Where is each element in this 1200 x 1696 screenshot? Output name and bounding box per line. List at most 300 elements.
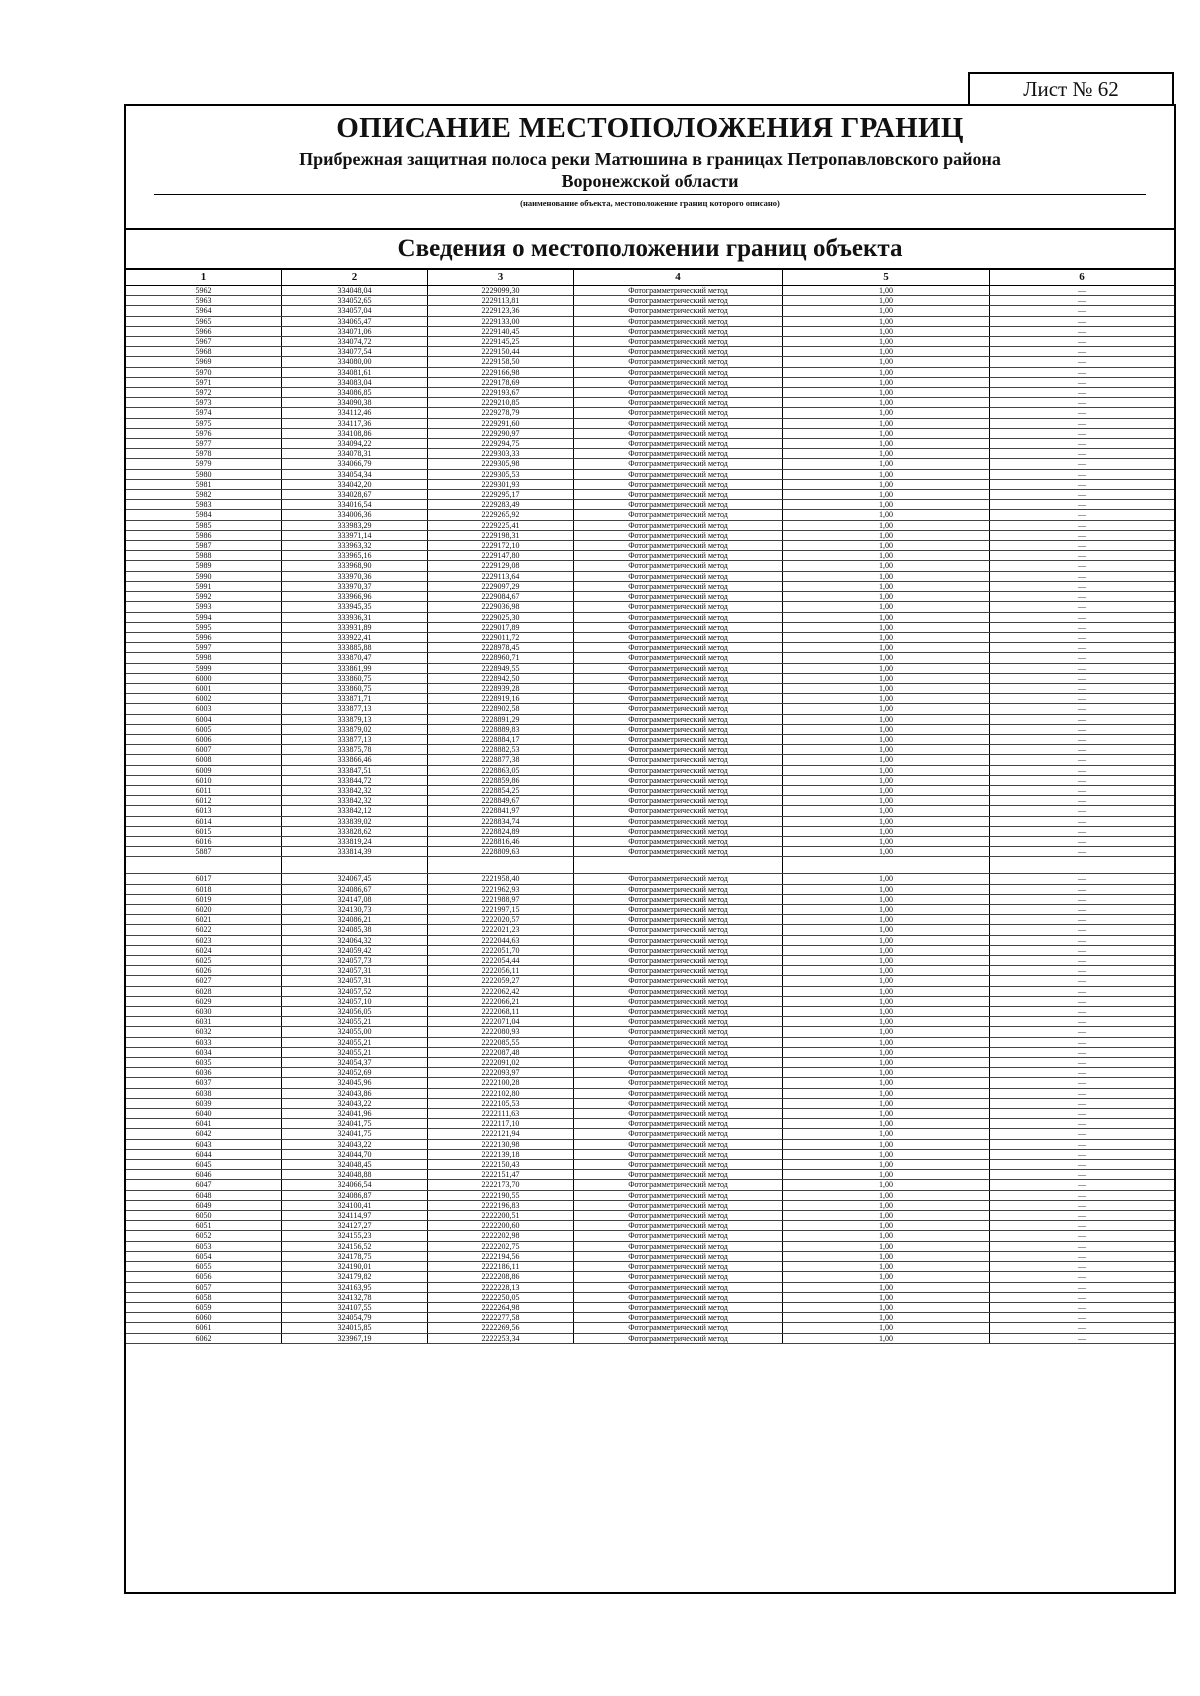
table-cell: 324067,45 [282,874,428,884]
table-cell: 2228889,83 [428,724,574,734]
table-cell: 6005 [126,724,282,734]
table-cell: — [990,966,1175,976]
table-cell: 2228884,17 [428,734,574,744]
table-cell: Фотограмметрический метод [574,337,783,347]
table-cell: 1,00 [783,976,990,986]
table-cell: 1,00 [783,581,990,591]
table-cell-empty [574,857,783,874]
table-cell: Фотограмметрический метод [574,347,783,357]
table-cell: 333839,02 [282,816,428,826]
table-cell: — [990,935,1175,945]
table-cell: Фотограмметрический метод [574,1027,783,1037]
table-cell: 2229025,30 [428,612,574,622]
table-cell: 333866,46 [282,755,428,765]
table-cell: Фотограмметрический метод [574,785,783,795]
table-cell: 324043,22 [282,1139,428,1149]
table-cell: — [990,734,1175,744]
table-cell: 324043,86 [282,1088,428,1098]
table-cell: 2222020,57 [428,915,574,925]
table-cell: 334028,67 [282,490,428,500]
table-cell: — [990,1313,1175,1323]
table-cell: 5965 [126,316,282,326]
table-row [126,996,1174,1006]
table-row [126,925,1174,935]
table-cell: 1,00 [783,1078,990,1088]
table-cell: 6019 [126,894,282,904]
table-row [126,1190,1174,1200]
table-cell: 1,00 [783,1231,990,1241]
table-row [126,945,1174,955]
table-cell: 2222200,51 [428,1211,574,1221]
table-cell: 2229172,10 [428,541,574,551]
table-cell: 6046 [126,1170,282,1180]
table-row [126,1262,1174,1272]
table-row [126,915,1174,925]
table-cell: 5978 [126,449,282,459]
table-cell: — [990,785,1175,795]
table-cell: 1,00 [783,663,990,673]
table-cell: 5983 [126,500,282,510]
table-cell: — [990,337,1175,347]
table-row [126,1170,1174,1180]
table-cell: 2229017,89 [428,622,574,632]
table-cell: 5981 [126,479,282,489]
table-cell: Фотограмметрический метод [574,1231,783,1241]
table-row [126,765,1174,775]
table-row [126,1200,1174,1210]
table-row [126,1119,1174,1129]
table-cell: 1,00 [783,490,990,500]
table-cell: 6006 [126,734,282,744]
table-row [126,1180,1174,1190]
table-cell: Фотограмметрический метод [574,714,783,724]
table-cell: Фотограмметрический метод [574,286,783,296]
table-cell: 2222173,70 [428,1180,574,1190]
table-cell: 6058 [126,1292,282,1302]
table-cell: 1,00 [783,643,990,653]
table-cell: 2222056,11 [428,966,574,976]
table-cell-empty [428,857,574,874]
table-cell: — [990,326,1175,336]
table-cell: — [990,796,1175,806]
table-cell: — [990,683,1175,693]
table-cell: Фотограмметрический метод [574,1149,783,1159]
table-cell: 333970,36 [282,571,428,581]
table-cell: Фотограмметрический метод [574,806,783,816]
table-cell: Фотограмметрический метод [574,1190,783,1200]
table-cell: 2222062,42 [428,986,574,996]
table-cell: 1,00 [783,520,990,530]
table-cell: 324127,27 [282,1221,428,1231]
table-cell: 333828,62 [282,826,428,836]
table-cell: 1,00 [783,632,990,642]
table-cell: 1,00 [783,1139,990,1149]
table-cell: 2221997,15 [428,904,574,914]
table-cell: 1,00 [783,884,990,894]
table-cell: 2222130,98 [428,1139,574,1149]
table-row [126,904,1174,914]
table-cell: 324100,41 [282,1200,428,1210]
table-row [126,408,1174,418]
table-cell-empty [990,857,1175,874]
table-cell: 5988 [126,551,282,561]
table-row [126,1323,1174,1333]
table-cell: — [990,1200,1175,1210]
table-cell: Фотограмметрический метод [574,775,783,785]
table-cell: 2229193,67 [428,388,574,398]
table-row [126,734,1174,744]
table-cell: 5999 [126,663,282,673]
table-cell: 2222194,56 [428,1251,574,1261]
table-cell: 334090,38 [282,398,428,408]
table-cell: 334083,04 [282,377,428,387]
table-cell: 6061 [126,1323,282,1333]
table-row [126,581,1174,591]
table-row [126,347,1174,357]
table-cell: Фотограмметрический метод [574,428,783,438]
table-cell: 1,00 [783,996,990,1006]
table-cell: — [990,956,1175,966]
table-cell: — [990,541,1175,551]
table-row [126,755,1174,765]
table-cell: Фотограмметрический метод [574,704,783,714]
table-cell: — [990,694,1175,704]
table-row [126,694,1174,704]
table-cell: Фотограмметрический метод [574,1129,783,1139]
table-cell: 2229150,44 [428,347,574,357]
table-cell: — [990,704,1175,714]
table-row [126,775,1174,785]
table-cell: 2222269,56 [428,1323,574,1333]
table-row [126,1007,1174,1017]
table-cell: 1,00 [783,561,990,571]
table-cell: 324086,87 [282,1190,428,1200]
table-cell: — [990,1017,1175,1027]
table-cell: 6060 [126,1313,282,1323]
table-cell: Фотограмметрический метод [574,966,783,976]
table-cell: 5998 [126,653,282,663]
table-cell: 5990 [126,571,282,581]
table-cell: — [990,479,1175,489]
table-row [126,826,1174,836]
table-cell: 2222117,10 [428,1119,574,1129]
table-cell: 333877,13 [282,704,428,714]
table-cell: Фотограмметрический метод [574,745,783,755]
table-cell: — [990,673,1175,683]
table-cell: — [990,1211,1175,1221]
table-cell: Фотограмметрический метод [574,904,783,914]
table-cell: 2229011,72 [428,632,574,642]
column-header: 3 [428,270,574,286]
table-cell: Фотограмметрический метод [574,622,783,632]
table-cell: Фотограмметрический метод [574,306,783,316]
table-cell: — [990,439,1175,449]
table-cell: 2228960,71 [428,653,574,663]
table-cell: 2229305,98 [428,459,574,469]
table-cell: 6016 [126,836,282,846]
table-cell: 1,00 [783,745,990,755]
table-cell: 1,00 [783,1190,990,1200]
table-cell: 334112,46 [282,408,428,418]
table-cell: 2222202,98 [428,1231,574,1241]
table-cell: 2228849,67 [428,796,574,806]
table-cell: 1,00 [783,836,990,846]
table-row [126,337,1174,347]
table-cell: Фотограмметрический метод [574,541,783,551]
table-cell: Фотограмметрический метод [574,1221,783,1231]
table-cell: 1,00 [783,1292,990,1302]
table-cell: 6008 [126,755,282,765]
table-row [126,428,1174,438]
table-cell: 5968 [126,347,282,357]
table-cell: 2228834,74 [428,816,574,826]
table-cell: 334117,36 [282,418,428,428]
table-cell: Фотограмметрический метод [574,1109,783,1119]
table-cell: Фотограмметрический метод [574,1160,783,1170]
table-cell: Фотограмметрический метод [574,847,783,857]
table-cell: 2222021,23 [428,925,574,935]
table-cell: — [990,1098,1175,1108]
table-cell: — [990,1333,1175,1343]
table-cell: 1,00 [783,1149,990,1159]
table-cell: 1,00 [783,1119,990,1129]
table-cell: 2229158,50 [428,357,574,367]
table-cell: 2228841,97 [428,806,574,816]
table-cell: Фотограмметрический метод [574,915,783,925]
table-row [126,976,1174,986]
table-cell: Фотограмметрический метод [574,1333,783,1343]
table-cell: 2222264,98 [428,1302,574,1312]
table-cell: — [990,714,1175,724]
table-cell: 1,00 [783,1088,990,1098]
table-cell: — [990,874,1175,884]
table-cell: 324179,82 [282,1272,428,1282]
table-cell: Фотограмметрический метод [574,945,783,955]
table-cell: — [990,1088,1175,1098]
table-cell: 1,00 [783,966,990,976]
table-cell: 2228949,55 [428,663,574,673]
table-cell: Фотограмметрический метод [574,1088,783,1098]
table-body [126,286,1174,1344]
table-cell: 2228863,05 [428,765,574,775]
table-cell: 1,00 [783,775,990,785]
table-cell: 2229210,85 [428,398,574,408]
table-row [126,1129,1174,1139]
table-cell: 1,00 [783,347,990,357]
table-cell: — [990,1221,1175,1231]
table-cell: 6034 [126,1047,282,1057]
table-cell: 1,00 [783,602,990,612]
table-cell: Фотограмметрический метод [574,602,783,612]
table-cell: 1,00 [783,653,990,663]
table-cell: — [990,510,1175,520]
table-cell: 2222100,28 [428,1078,574,1088]
table-row [126,1282,1174,1292]
table-cell: — [990,612,1175,622]
table-cell: 6018 [126,884,282,894]
table-row [126,796,1174,806]
table-cell: 324057,52 [282,986,428,996]
table-cell: 334066,79 [282,459,428,469]
table-cell: — [990,915,1175,925]
table-cell: 334054,34 [282,469,428,479]
table-row [126,673,1174,683]
table-cell: 2228877,38 [428,755,574,765]
table-cell: 1,00 [783,449,990,459]
table-cell: Фотограмметрический метод [574,874,783,884]
table-row [126,1047,1174,1057]
table-cell: 1,00 [783,377,990,387]
table-row [126,785,1174,795]
table-row [126,1098,1174,1108]
table-cell: — [990,490,1175,500]
table-cell: 6030 [126,1007,282,1017]
coordinates-table [126,270,1174,1344]
table-cell: 6020 [126,904,282,914]
table-cell: — [990,816,1175,826]
table-cell: 6040 [126,1109,282,1119]
table-cell: 2222196,83 [428,1200,574,1210]
table-cell: Фотограмметрический метод [574,925,783,935]
table-cell: 5996 [126,632,282,642]
table-cell: 1,00 [783,1302,990,1312]
table-cell: 5971 [126,377,282,387]
table-cell: Фотограмметрический метод [574,592,783,602]
table-cell: 2228942,50 [428,673,574,683]
table-cell: 1,00 [783,1282,990,1292]
table-cell: 1,00 [783,1251,990,1261]
table-cell: 324041,75 [282,1129,428,1139]
table-cell: Фотограмметрический метод [574,367,783,377]
table-row [126,1088,1174,1098]
table-cell: 333922,41 [282,632,428,642]
table-cell: 323967,19 [282,1333,428,1343]
table-cell: Фотограмметрический метод [574,296,783,306]
table-cell: — [990,561,1175,571]
table-cell: — [990,1272,1175,1282]
table-cell: 1,00 [783,704,990,714]
table-cell: 2229265,92 [428,510,574,520]
table-cell: 6012 [126,796,282,806]
table-cell: 334078,31 [282,449,428,459]
table-cell: 6017 [126,874,282,884]
table-cell: 6029 [126,996,282,1006]
table-cell: Фотограмметрический метод [574,316,783,326]
table-cell: Фотограмметрический метод [574,357,783,367]
table-cell: — [990,1109,1175,1119]
table-cell: 5963 [126,296,282,306]
table-row [126,1068,1174,1078]
table-cell: 1,00 [783,986,990,996]
table-cell: 1,00 [783,459,990,469]
table-cell: Фотограмметрический метод [574,1170,783,1180]
table-gap-row [126,857,1174,874]
table-cell: 6023 [126,935,282,945]
table-cell: Фотограмметрический метод [574,956,783,966]
table-cell: — [990,469,1175,479]
table-cell: — [990,408,1175,418]
table-cell: 5989 [126,561,282,571]
table-cell: 333936,31 [282,612,428,622]
table-cell: 333945,35 [282,602,428,612]
table-cell: 324064,32 [282,935,428,945]
table-row [126,1109,1174,1119]
table-cell: — [990,884,1175,894]
table-cell: 5966 [126,326,282,336]
table-cell: 6028 [126,986,282,996]
table-row [126,377,1174,387]
table-cell: Фотограмметрический метод [574,1058,783,1068]
table-cell: 324085,38 [282,925,428,935]
table-cell: 324057,10 [282,996,428,1006]
table-cell: 1,00 [783,1262,990,1272]
table-cell: 6011 [126,785,282,795]
table-cell: 334094,22 [282,439,428,449]
table-cell: Фотограмметрический метод [574,1302,783,1312]
table-header-row [126,270,1174,286]
table-cell: 2222253,34 [428,1333,574,1343]
table-cell: Фотограмметрический метод [574,976,783,986]
table-cell: 324156,52 [282,1241,428,1251]
header-divider [154,194,1146,195]
table-cell: 2228919,16 [428,694,574,704]
table-cell: 2222202,75 [428,1241,574,1251]
table-cell: 1,00 [783,541,990,551]
table-cell: — [990,1149,1175,1159]
table-cell: Фотограмметрический метод [574,1323,783,1333]
table-cell: — [990,632,1175,642]
table-cell: Фотограмметрический метод [574,1211,783,1221]
table-cell: Фотограмметрический метод [574,663,783,673]
table-row [126,1017,1174,1027]
table-cell: 334006,36 [282,510,428,520]
table-cell: Фотограмметрический метод [574,1200,783,1210]
table-cell: 324059,42 [282,945,428,955]
table-cell: 1,00 [783,306,990,316]
table-cell: 324056,05 [282,1007,428,1017]
table-cell-empty [126,857,282,874]
table-cell: 6035 [126,1058,282,1068]
table-cell: — [990,306,1175,316]
table-cell: 5972 [126,388,282,398]
table-cell: — [990,377,1175,387]
table-cell: 2222105,53 [428,1098,574,1108]
table-cell: 1,00 [783,1027,990,1037]
table-cell: 333814,39 [282,847,428,857]
table-cell: — [990,530,1175,540]
table-cell: 2229283,49 [428,500,574,510]
table-cell: Фотограмметрический метод [574,612,783,622]
table-row [126,806,1174,816]
table-cell: 6047 [126,1180,282,1190]
table-cell: 324048,45 [282,1160,428,1170]
table-cell: Фотограмметрический метод [574,653,783,663]
table-cell: 5975 [126,418,282,428]
table-cell: 1,00 [783,1160,990,1170]
table-cell: 2228978,45 [428,643,574,653]
table-cell: 334071,06 [282,326,428,336]
table-cell: — [990,1027,1175,1037]
table-cell: 2222121,94 [428,1129,574,1139]
table-cell: Фотограмметрический метод [574,1251,783,1261]
table-row [126,1272,1174,1282]
table-row [126,592,1174,602]
table-cell: 2221988,97 [428,894,574,904]
table-cell: 1,00 [783,806,990,816]
table-row [126,357,1174,367]
table-cell: 1,00 [783,469,990,479]
table-cell: — [990,1231,1175,1241]
